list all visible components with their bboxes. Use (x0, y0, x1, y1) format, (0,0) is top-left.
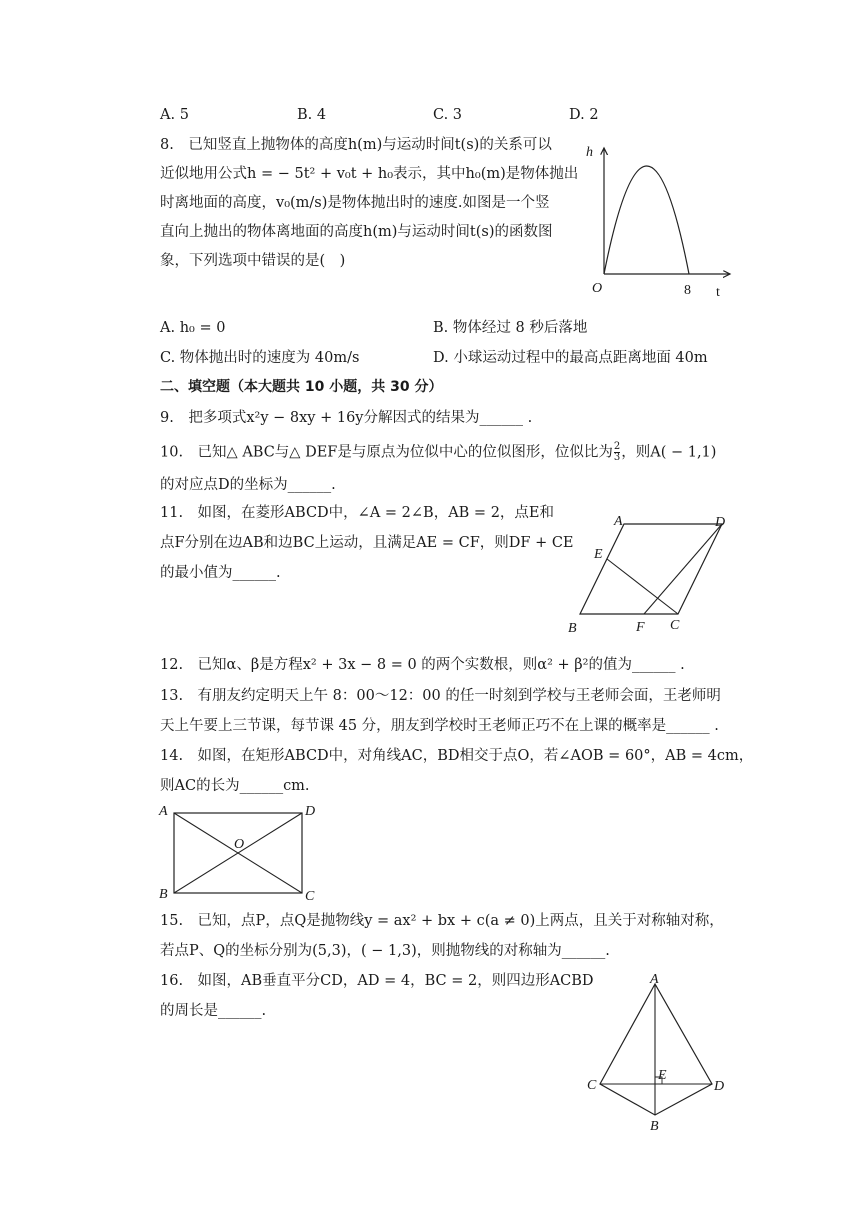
q15-line-1: 15. 已知，点P，点Q是抛物线y = ax² + bx + c(a ≠ 0)上两点，且关于对称轴对称， (160, 913, 724, 929)
label-b: B (568, 621, 577, 636)
q8-line-3: 时离地面的高度，v₀(m/s)是物体抛出时的速度.如图是一个竖 (160, 195, 550, 211)
label-b: B (650, 1119, 659, 1134)
q10-line-2: 的对应点D的坐标为______. (160, 477, 336, 493)
q13-line-2: 天上午要上三节课，每节课 45 分，朋友到学校时王老师正巧不在上课的概率是______ . (160, 718, 719, 734)
q7-option-b: B. 4 (297, 107, 327, 123)
q8-line-5: 象，下列选项中错误的是( ) (160, 253, 346, 269)
q16-line-1: 16. 如图，AB垂直平分CD，AD = 4，BC = 2，则四边形ACBD (160, 973, 594, 989)
label-a: A (614, 514, 623, 529)
label-a: A (650, 972, 659, 987)
q11-line-3: 的最小值为______. (160, 565, 281, 581)
label-c: C (305, 889, 315, 904)
q11-line-1: 11. 如图，在菱形ABCD中，∠A = 2∠B，AB = 2，点E和 (160, 505, 554, 521)
q8-option-c: C. 物体抛出时的速度为 40m/s (160, 350, 360, 366)
label-o: O (234, 837, 245, 852)
q10-text-end: ，则A( − 1,1) (621, 444, 717, 461)
label-c: C (670, 618, 680, 633)
q16-kite-figure (580, 972, 740, 1137)
q8-line-1: 8. 已知竖直上抛物体的高度h(m)与运动时间t(s)的关系可以 (160, 137, 552, 153)
q10-line-1 (160, 442, 716, 463)
q10-fraction-numerator: 2 (613, 441, 621, 452)
quadrilateral-acbd (600, 984, 712, 1115)
q8-option-d: D. 小球运动过程中的最高点距离地面 40m (433, 350, 708, 366)
label-e: E (658, 1068, 667, 1083)
section-2-title: 二、填空题（本大题共 10 小题，共 30 分） (160, 379, 443, 395)
q14-line-2: 则AC的长为______cm. (160, 778, 310, 794)
q10-fraction-denominator: 3 (613, 452, 621, 463)
q14-rectangle-figure (155, 800, 330, 902)
tick-label-8: 8 (684, 283, 691, 298)
label-b: B (159, 887, 168, 902)
q10-text-start: 10. 已知△ ABC与△ DEF是与原点为位似中心的位似图形，位似比为 (160, 444, 613, 461)
label-a: A (159, 804, 168, 819)
label-c: C (587, 1078, 597, 1093)
q10-fraction (614, 442, 620, 463)
q12-text: 12. 已知α、β是方程x² + 3x − 8 = 0 的两个实数根，则α² + β²的值为______ . (160, 657, 685, 673)
label-f: F (636, 620, 645, 635)
q11-rhombus-figure (560, 510, 740, 635)
q8-line-4: 直向上抛出的物体离地面的高度h(m)与运动时间t(s)的函数图 (160, 224, 553, 240)
q14-line-1: 14. 如图，在矩形ABCD中，对角线AC，BD相交于点O，若∠AOB = 60°，AB = 4cm， (160, 748, 754, 764)
label-d: D (714, 1079, 725, 1094)
label-d: D (305, 804, 316, 819)
q8-option-a: A. h₀ = 0 (160, 320, 226, 336)
y-axis-label: h (586, 145, 593, 160)
q7-option-a: A. 5 (160, 107, 189, 123)
q11-line-2: 点F分别在边AB和边BC上运动，且满足AE = CF，则DF + CE (160, 535, 574, 551)
parabola-curve (604, 166, 689, 274)
segment-df (644, 524, 722, 614)
q7-option-c: C. 3 (433, 107, 463, 123)
q16-line-2: 的周长是______. (160, 1003, 267, 1019)
q15-line-2: 若点P、Q的坐标分别为(5,3)，( − 1,3)，则抛物线的对称轴为______. (160, 943, 610, 959)
q9-text: 9. 把多项式x²y − 8xy + 16y分解因式的结果为______ . (160, 410, 533, 426)
q13-line-1: 13. 有朋友约定明天上午 8：00～12：00 的任一时刻到学校与王老师会面，王老师明 (160, 688, 721, 704)
q8-line-2: 近似地用公式h = − 5t² + v₀t + h₀表示，其中h₀(m)是物体抛出 (160, 166, 579, 182)
label-e: E (594, 547, 603, 562)
q7-option-d: D. 2 (569, 107, 599, 123)
q8-parabola-graph (586, 140, 740, 300)
q8-option-b: B. 物体经过 8 秒后落地 (433, 320, 588, 336)
x-axis-label: t (716, 285, 720, 300)
label-d: D (715, 515, 726, 530)
rhombus-abcd (580, 524, 722, 614)
origin-label: O (592, 281, 603, 296)
